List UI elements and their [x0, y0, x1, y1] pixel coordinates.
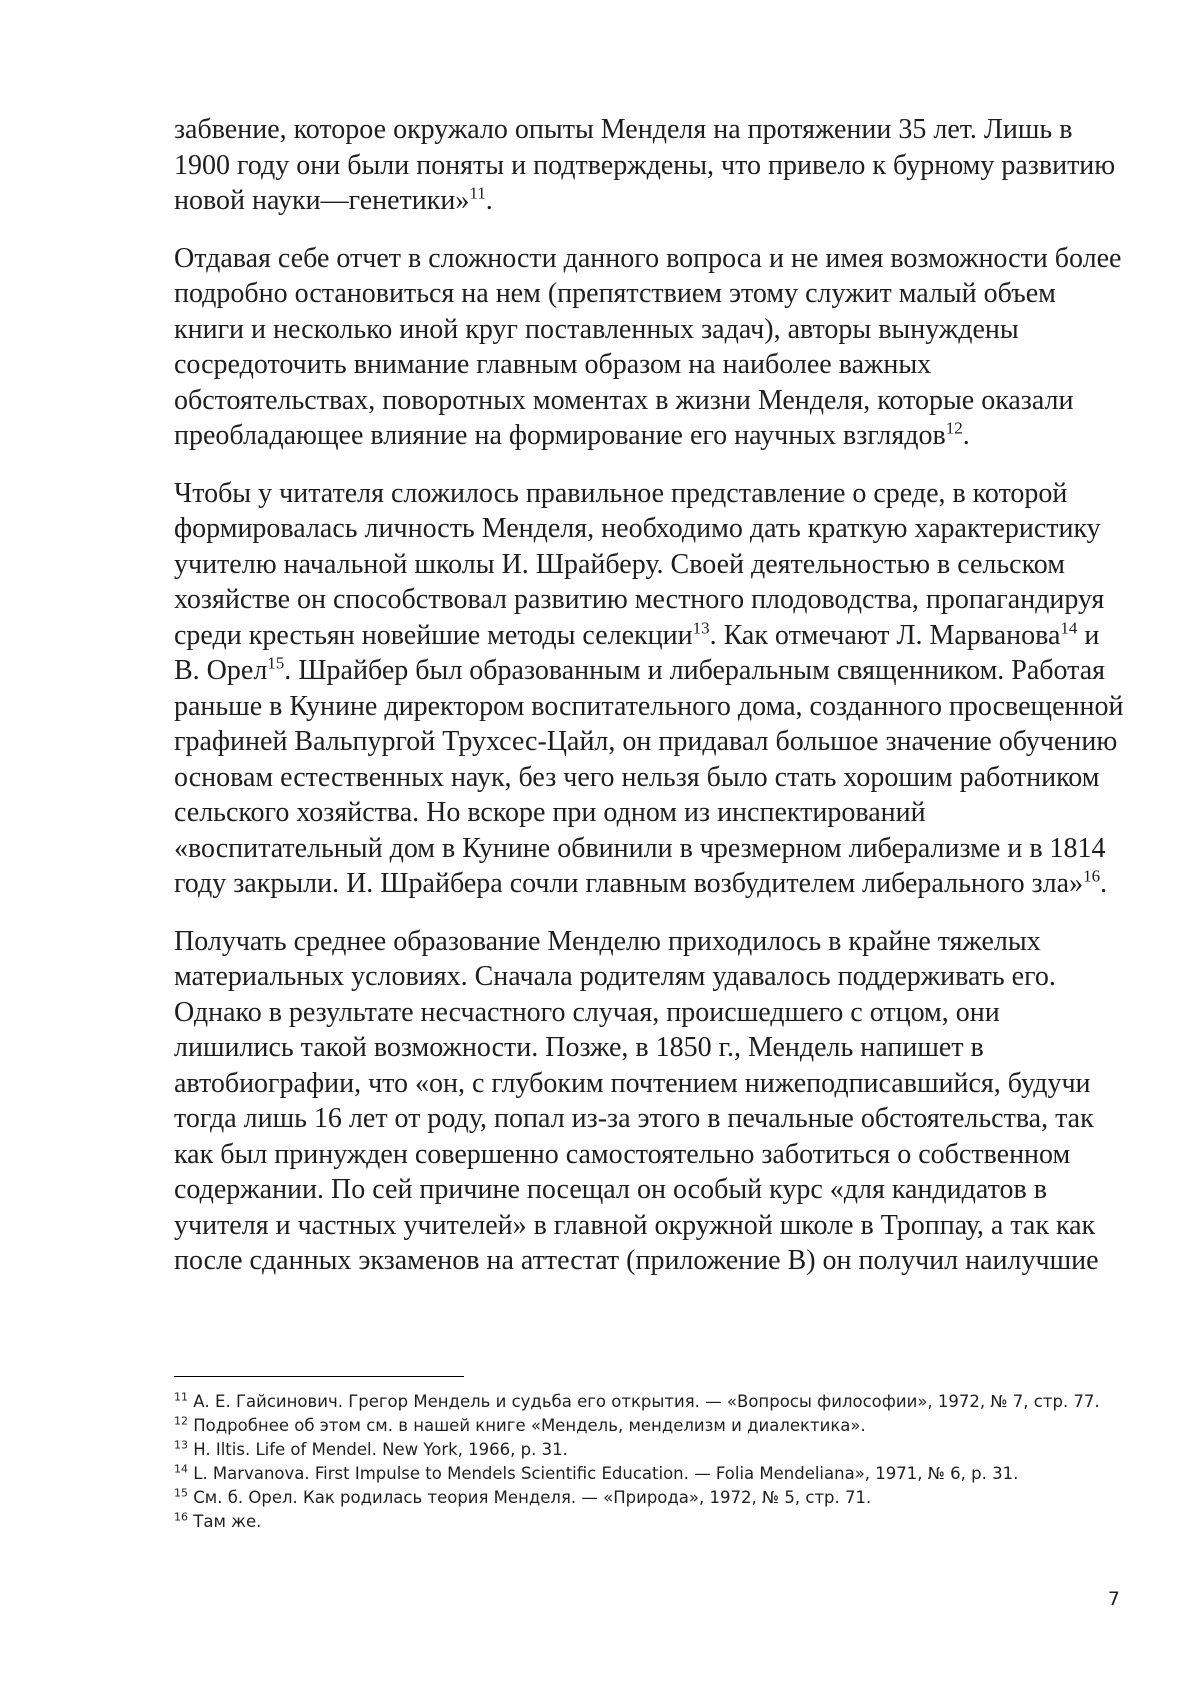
footnote [174, 1414, 1124, 1438]
footnote-text: H. Iltis. Life of Mendel. New York, 1966, p. 31. [193, 1440, 568, 1459]
paragraph-4 [174, 924, 1124, 1279]
footnote-number: 13 [174, 1438, 188, 1452]
footnote [174, 1510, 1124, 1534]
paragraph-2 [174, 241, 1124, 454]
text-run: Отдавая себе отчет в сложности данного вопроса и не имея возможности более подробно остановиться на нем (препятствием этому служит малый объем книги и несколько иной круг поставленных задач), авторы вынуждены сосредоточить внимание главным образом на наиболее важных обстоятельствах, поворотных моментах в жизни Менделя, которые оказали преобладающее влияние на формирование его научных взглядов [174, 242, 1122, 451]
footnote-number: 15 [174, 1486, 188, 1500]
footnote-ref[interactable]: 15 [267, 653, 285, 673]
footnote [174, 1438, 1124, 1462]
text-run: . Как отмечают Л. Марванова [709, 619, 1061, 651]
footnote-text: Там же. [193, 1512, 262, 1531]
text-run: забвение, которое окружало опыты Менделя на протяжении 35 лет. Лишь в 1900 году они были поняты и подтверждены, что привело к бурному развитию новой науки—генетики» [174, 114, 1116, 216]
footnotes [174, 1390, 1124, 1534]
text-run: . [1100, 868, 1108, 899]
footnote-number: 16 [174, 1510, 188, 1524]
body-text [174, 112, 1124, 1301]
footnote-text: Подробнее об этом см. в нашей книге «Мендель, менделизм и диалектика». [193, 1416, 866, 1435]
footnote [174, 1486, 1124, 1510]
footnote [174, 1390, 1124, 1414]
footnote-text: А. Е. Гайсинович. Грегор Мендель и судьба его открытия. — «Вопросы философии», 1972, № 7, стр. 77. [193, 1392, 1100, 1411]
footnote-number: 11 [174, 1390, 188, 1404]
footnote-number: 14 [174, 1462, 188, 1476]
page-number: 7 [1107, 1588, 1120, 1610]
text-run: и В. Орел [174, 619, 1100, 686]
text-run: . [485, 185, 493, 216]
text-run: Получать среднее образование Менделю приходилось в крайне тяжелых материальных условиях. Сначала родителям удавалось поддерживать его. Однако в результате несчастного случая, происшедшего с отцом, они лишились такой возможности. Позже, в 1850 г., Мендель напишет в автобиографии, что «он, с глубоким почтением нижеподписавшийся, будучи тогда лишь 16 лет от роду, попал из-за этого в печальные обстоятельства, так как был принужден совершенно самостоятельно заботиться о собственном содержании. По сей причине посещал он особый курс «для кандидатов в учителя и частных учителей» в главной окружной школе в Троппау, а так как после сданных экзаменов на аттестат (приложение В) он получил наилучшие [174, 925, 1099, 1276]
footnote-ref[interactable]: 11 [469, 183, 486, 203]
footnote-ref[interactable]: 12 [945, 418, 963, 438]
text-run: . [962, 420, 970, 451]
footnote-ref[interactable]: 16 [1083, 866, 1101, 886]
paragraph-3 [174, 476, 1124, 902]
footnote [174, 1462, 1124, 1486]
footnote-text: См. б. Орел. Как родилась теория Менделя. — «Природа», 1972, № 5, стр. 71. [193, 1488, 872, 1507]
text-run: . Шрайбер был образованным и либеральным священником. Работая раньше в Кунине директором воспитательного дома, созданного просвещенной графиней Вальпургой Трухсес-Цайл, он придавал большое значение обучению основам естественных наук, без чего нельзя было стать хорошим работником сельского хозяйства. Но вскоре при одном из инспектирований «воспитательный дом в Кунине обвинили в чрезмерном либерализме и в 1814 году закрыли. И. Шрайбера сочли главным возбудителем либерального зла» [174, 655, 1124, 899]
footnote-separator [174, 1376, 464, 1377]
footnote-number: 12 [174, 1414, 188, 1428]
paragraph-1 [174, 112, 1124, 219]
footnote-ref[interactable]: 13 [692, 618, 710, 638]
text-run: Чтобы у читателя сложилось правильное представление о среде, в которой формировалась личность Менделя, необходимо дать краткую характеристику учителю начальной школы И. Шрайберу. Своей деятельностью в сельском хозяйстве он способствовал развитию местного плодоводства, пропагандируя среди крестьян новейшие методы селекции [174, 477, 1105, 651]
footnote-text: L. Marvanova. First Impulse to Mendels Scientific Education. — Folia Mendeliana», 1971, № 6, p. 31. [193, 1464, 1019, 1483]
footnote-ref[interactable]: 14 [1060, 618, 1078, 638]
